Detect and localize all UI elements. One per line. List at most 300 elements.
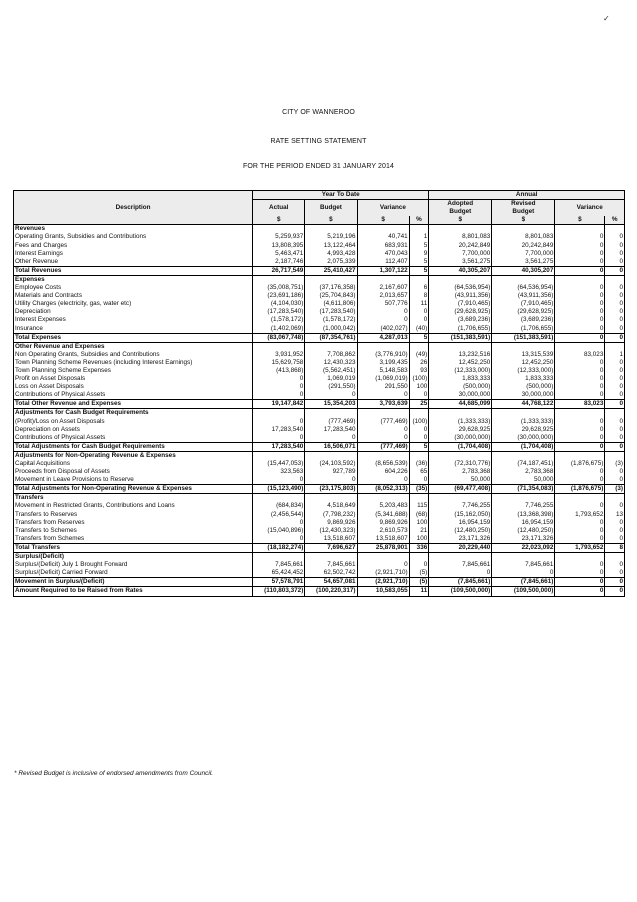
section-row [14, 225, 625, 234]
cell-value: 0 [357, 561, 409, 569]
cell-value: 0 [305, 391, 357, 400]
cell-value: (25,704,843) [305, 292, 357, 300]
cell-value: 0 [555, 383, 605, 391]
cell-value: 0 [555, 375, 605, 383]
cell-value: 8,801,083 [429, 233, 492, 241]
cell-value: (35,008,751) [253, 284, 305, 292]
cell-value: 0 [253, 434, 305, 443]
col-variance: Variance [357, 200, 429, 217]
cell-value: 470,043 [357, 250, 409, 258]
table-row [14, 569, 625, 578]
cell-value: 20,242,849 [492, 242, 555, 250]
table-row [14, 460, 625, 468]
cell-value: 0 [619, 366, 623, 374]
cell-value: 0 [605, 578, 625, 587]
row-label: Revenues [14, 225, 253, 234]
table-row [14, 391, 625, 400]
row-label: Amount Required to be Raised from Rates [14, 587, 253, 596]
cell-value: 0 [357, 316, 409, 324]
cell-value: 3,793,639 [357, 400, 409, 409]
cell-value: 0 [555, 367, 605, 375]
table-row [14, 351, 625, 359]
cell-value: 0 [555, 434, 605, 443]
cell-value: (69,477,408) [429, 485, 492, 494]
cell-value: (151,383,591) [492, 333, 555, 342]
cell-value: (64,536,954) [492, 284, 555, 292]
cell-value: 7,845,661 [253, 561, 305, 569]
cell-value: (684,834) [253, 502, 305, 510]
cell-value: 22,023,092 [492, 543, 555, 552]
cell-value: 0 [555, 391, 605, 400]
row-label: Adjustments for Non-Operating Revenue & Expenses [14, 451, 253, 460]
row-label: Other Revenue and Expenses [14, 342, 253, 351]
unit-variance-annual-pct: % [605, 216, 625, 225]
cell-value: 0 [555, 442, 605, 451]
cell-value: (64,536,954) [429, 284, 492, 292]
cell-value: 13 [615, 510, 623, 518]
cell-value: 3,561,275 [492, 258, 555, 267]
total-row [14, 333, 625, 342]
cell-value: (100) [409, 375, 429, 383]
cell-value: (3,776,910) [357, 351, 409, 359]
unit-budget: $ [305, 216, 357, 225]
cell-value: 0 [555, 266, 605, 275]
cell-value: 8,801,083 [492, 233, 555, 241]
cell-value: 2,783,368 [492, 468, 555, 476]
table-row [14, 476, 625, 485]
cell-value: (1,333,333) [492, 418, 555, 426]
row-label: Surplus/(Deficit) [14, 553, 253, 562]
cell-value: 3,199,435 [357, 359, 409, 367]
cell-value: 0 [555, 250, 605, 258]
cell-value: 0 [619, 241, 623, 249]
cell-value: 17,283,540 [305, 426, 357, 434]
cell-value: 13,232,516 [429, 351, 492, 359]
row-label: Total Adjustments for Cash Budget Requirements [14, 442, 253, 451]
cell-value: 0 [605, 266, 625, 275]
cell-value: (777,469) [357, 442, 409, 451]
cell-value: (1,000,042) [305, 325, 357, 334]
cell-value: 0 [409, 476, 429, 485]
cell-value: (100) [409, 418, 429, 426]
cell-value: (1,876,675) [555, 460, 605, 468]
row-label: Movement in Restricted Grants, Contributions and Loans [14, 502, 253, 510]
section-row [14, 409, 625, 418]
cell-value: 17,283,540 [253, 442, 305, 451]
cell-value: 1,069,019 [305, 375, 357, 383]
cell-value: 0 [619, 425, 623, 433]
cell-value: 291,550 [357, 383, 409, 391]
cell-value: 100 [409, 535, 429, 544]
row-label: Surplus/(Deficit) Carried Forward [14, 569, 253, 578]
cell-value: 0 [409, 308, 429, 316]
table-row [14, 426, 625, 434]
cell-value: 7,708,862 [305, 351, 357, 359]
cell-value: (40) [409, 325, 429, 334]
cell-value: 0 [357, 434, 409, 443]
cell-value: 0 [619, 292, 623, 300]
cell-value: 12,452,250 [429, 359, 492, 367]
cell-value: 112,407 [357, 258, 409, 267]
row-label: Loss on Asset Disposals [14, 383, 253, 391]
cell-value: 0 [409, 316, 429, 324]
rate-setting-table [13, 190, 625, 597]
cell-value: 0 [619, 284, 623, 292]
cell-value: 336 [409, 543, 429, 552]
cell-value: 2,610,573 [357, 527, 409, 535]
cell-value: 50,000 [492, 476, 555, 485]
cell-value: 19,147,842 [253, 400, 305, 409]
cell-value: (36) [409, 460, 429, 468]
org-name: CITY OF WANNEROO [282, 109, 355, 116]
group-annual: Annual [429, 191, 625, 200]
cell-value: 0 [555, 502, 605, 510]
cell-value: 323,563 [253, 468, 305, 476]
cell-value: 23,171,326 [492, 535, 555, 544]
total-row [14, 543, 625, 552]
cell-value: 5 [409, 442, 429, 451]
cell-value: (1,578,172) [305, 316, 357, 324]
cell-value: (12,333,000) [429, 367, 492, 375]
check-mark: ✓ [603, 14, 610, 23]
cell-value: 0 [555, 316, 605, 324]
cell-value: (109,500,000) [429, 587, 492, 596]
cell-value: 16,954,159 [492, 519, 555, 527]
cell-value: 0 [619, 526, 623, 534]
cell-value: 0 [555, 578, 605, 587]
cell-value: 8 [409, 292, 429, 300]
row-label: Movement in Surplus/(Deficit) [14, 578, 253, 587]
cell-value: 5,203,483 [357, 502, 409, 510]
cell-value: 50,000 [429, 476, 492, 485]
row-label: Insurance [14, 325, 253, 334]
row-label: Contributions of Physical Assets [14, 391, 253, 400]
row-label: Total Transfers [14, 543, 253, 552]
cell-value: (2,921,710) [357, 578, 409, 587]
row-label: Expenses [14, 275, 253, 284]
cell-value: 44,685,099 [429, 400, 492, 409]
cell-value: 0 [492, 569, 555, 578]
cell-value: 0 [619, 502, 623, 510]
table-row [14, 375, 625, 383]
revised-label-2: Budget [512, 208, 535, 216]
cell-value: (402,027) [357, 325, 409, 334]
row-label: Movement in Leave Provisions to Reserve [14, 476, 253, 485]
cell-value: (68) [409, 511, 429, 519]
cell-value: 9 [409, 250, 429, 258]
cell-value: (3,689,236) [429, 316, 492, 324]
cell-value: 2,783,368 [429, 468, 492, 476]
cell-value: 3,561,275 [429, 258, 492, 267]
cell-value: 115 [409, 502, 429, 510]
cell-value: 15,354,203 [305, 400, 357, 409]
cell-value: (1,578,172) [253, 316, 305, 324]
row-label: Operating Grants, Subsidies and Contributions [14, 233, 253, 241]
table-row [14, 527, 625, 535]
cell-value: 0 [619, 358, 623, 366]
cell-value: (43,911,356) [429, 292, 492, 300]
cell-value: 0 [619, 476, 623, 484]
total-row [14, 442, 625, 451]
cell-value: (4,611,806) [305, 300, 357, 308]
cell-value: (23,175,803) [305, 485, 357, 494]
cell-value: (24,103,592) [305, 460, 357, 468]
cell-value: 0 [619, 468, 623, 476]
cell-value: 0 [555, 535, 605, 544]
cell-value: 0 [619, 518, 623, 526]
cell-value: 0 [555, 561, 605, 569]
group-year-to-date: Year To Date [253, 191, 429, 200]
cell-value: 1 [409, 233, 429, 241]
row-label: Transfers from Schemes [14, 535, 253, 544]
table-row [14, 325, 625, 334]
cell-value: 5,219,196 [305, 233, 357, 241]
col-budget: Budget [305, 200, 357, 217]
cell-value: (7,845,661) [492, 578, 555, 587]
cell-value: 0 [555, 519, 605, 527]
cell-value: 44,768,122 [492, 400, 555, 409]
cell-value: (5) [409, 569, 429, 578]
cell-value: 29,628,925 [492, 426, 555, 434]
cell-value: (3) [605, 485, 625, 494]
table-row [14, 418, 625, 426]
cell-value: 16,954,159 [429, 519, 492, 527]
cell-value: (7,910,465) [492, 300, 555, 308]
cell-value: 0 [555, 426, 605, 434]
cell-value: 2,075,339 [305, 258, 357, 267]
col-actual: Actual [253, 200, 305, 217]
cell-value: 0 [409, 434, 429, 443]
cell-value: (72,310,776) [429, 460, 492, 468]
cell-value: 0 [555, 292, 605, 300]
cell-value: 0 [619, 300, 623, 308]
cell-value: 11 [409, 587, 429, 596]
row-label: Interest Expenses [14, 316, 253, 324]
cell-value: 927,789 [305, 468, 357, 476]
footnote: * Revised Budget is inclusive of endorsed amendments from Council. [14, 770, 214, 777]
row-label: Transfers to Schemes [14, 527, 253, 535]
cell-value: 7,700,000 [429, 250, 492, 258]
cell-value: (83,067,748) [253, 333, 305, 342]
cell-value: 83,023 [555, 400, 605, 409]
row-label: Total Expenses [14, 333, 253, 342]
cell-value: 0 [555, 300, 605, 308]
unit-revised: $ [492, 216, 555, 225]
cell-value: 0 [253, 375, 305, 383]
cell-value: 0 [555, 587, 605, 596]
cell-value: 0 [555, 284, 605, 292]
cell-value: (15,040,896) [253, 527, 305, 535]
cell-value: 1,793,652 [555, 511, 605, 519]
cell-value: (7,845,661) [429, 578, 492, 587]
cell-value: 21 [409, 527, 429, 535]
cell-value: (1,706,655) [492, 325, 555, 334]
cell-value: 4,287,013 [357, 333, 409, 342]
cell-value: 0 [429, 569, 492, 578]
cell-value: 0 [555, 308, 605, 316]
cell-value: (18,182,274) [253, 543, 305, 552]
table-row [14, 242, 625, 250]
unit-adopted: $ [429, 216, 492, 225]
total-row [14, 485, 625, 494]
table-row [14, 511, 625, 519]
cell-value: (12,333,000) [492, 367, 555, 375]
revised-label-1: Revised [511, 200, 536, 208]
cell-value: 17,283,540 [253, 426, 305, 434]
cell-value: 683,931 [357, 242, 409, 250]
cell-value: 30,000,000 [429, 391, 492, 400]
cell-value: (777,469) [305, 418, 357, 426]
cell-value: (43,911,356) [492, 292, 555, 300]
cell-value: 5 [409, 258, 429, 267]
cell-value: 11 [409, 300, 429, 308]
cell-value: 0 [605, 442, 625, 451]
cell-value: 0 [253, 383, 305, 391]
table-row [14, 308, 625, 316]
cell-value: 0 [619, 561, 623, 569]
cell-value: 0 [619, 249, 623, 257]
table-row [14, 468, 625, 476]
row-label: Surplus/(Deficit) July 1 Brought Forward [14, 561, 253, 569]
row-label: Non Operating Grants, Subsidies and Contributions [14, 351, 253, 359]
cell-value: (8,656,539) [357, 460, 409, 468]
cell-value: 93 [409, 367, 429, 375]
cell-value: 13,518,607 [305, 535, 357, 544]
col-adopted-budget [429, 200, 492, 217]
cell-value: 0 [253, 418, 305, 426]
cell-value: (12,480,250) [492, 527, 555, 535]
cell-value: 1,307,122 [357, 266, 409, 275]
row-label: Total Revenues [14, 266, 253, 275]
period-label: FOR THE PERIOD ENDED 31 JANUARY 2014 [242, 163, 395, 170]
total-row [14, 587, 625, 596]
table-row [14, 292, 625, 300]
cell-value: 0 [305, 476, 357, 485]
cell-value: 0 [619, 534, 623, 542]
cell-value: 12,452,250 [492, 359, 555, 367]
cell-value: 0 [409, 561, 429, 569]
cell-value: (74,187,451) [492, 460, 555, 468]
cell-value: 2,167,607 [357, 284, 409, 292]
cell-value: (1,704,408) [429, 442, 492, 451]
cell-value: 26,717,549 [253, 266, 305, 275]
cell-value: (3,689,236) [492, 316, 555, 324]
cell-value: 40,305,207 [429, 266, 492, 275]
table-row [14, 316, 625, 324]
cell-value: (7,798,232) [305, 511, 357, 519]
row-label: Depreciation [14, 308, 253, 316]
cell-value: (109,500,000) [492, 587, 555, 596]
cell-value: 0 [619, 569, 623, 577]
row-label: Transfers from Reserves [14, 519, 253, 527]
cell-value: (1,706,655) [429, 325, 492, 334]
cell-value: 100 [409, 383, 429, 391]
cell-value: 0 [555, 476, 605, 485]
cell-value: (15,447,053) [253, 460, 305, 468]
cell-value: 25,410,427 [305, 266, 357, 275]
cell-value: (35) [409, 485, 429, 494]
cell-value: 5,259,937 [253, 233, 305, 241]
cell-value: (49) [409, 351, 429, 359]
row-label: Total Adjustments for Non-Operating Revenue & Expenses [14, 485, 253, 494]
cell-value: (5,341,688) [357, 511, 409, 519]
cell-value: (37,176,358) [305, 284, 357, 292]
cell-value: 62,502,742 [305, 569, 357, 578]
table-row [14, 359, 625, 367]
cell-value: (3) [615, 460, 623, 467]
cell-value: (2,921,710) [357, 569, 409, 578]
cell-value: (30,000,000) [429, 434, 492, 443]
cell-value: 0 [409, 391, 429, 400]
cell-value: 5,463,471 [253, 250, 305, 258]
cell-value: 5,148,583 [357, 367, 409, 375]
cell-value: (500,000) [429, 383, 492, 391]
table-row [14, 434, 625, 443]
cell-value: 5 [409, 333, 429, 342]
unit-actual: $ [253, 216, 305, 225]
row-label: Other Revenue [14, 258, 253, 267]
cell-value: 0 [555, 527, 605, 535]
row-label: Contributions of Physical Assets [14, 434, 253, 443]
cell-value: 0 [305, 434, 357, 443]
section-row [14, 275, 625, 284]
cell-value: 20,229,440 [429, 543, 492, 552]
cell-value: 7,845,661 [305, 561, 357, 569]
cell-value: 0 [619, 375, 623, 383]
adopted-label-1: Adopted [447, 200, 474, 208]
cell-value: (100,220,317) [305, 587, 357, 596]
cell-value: 54,657,081 [305, 578, 357, 587]
cell-value: (5,562,451) [305, 367, 357, 375]
cell-value: 100 [409, 519, 429, 527]
cell-value: (151,383,591) [429, 333, 492, 342]
cell-value: (71,354,083) [492, 485, 555, 494]
table-row [14, 367, 625, 375]
cell-value: (15,123,490) [253, 485, 305, 494]
cell-value: 13,518,607 [357, 535, 409, 544]
cell-value: 0 [409, 426, 429, 434]
cell-value: 23,171,326 [429, 535, 492, 544]
cell-value: 65 [409, 468, 429, 476]
cell-value: (1,704,408) [492, 442, 555, 451]
cell-value: 0 [619, 233, 623, 241]
total-row [14, 266, 625, 275]
cell-value: 4,518,649 [305, 502, 357, 510]
cell-value: (17,283,540) [305, 308, 357, 316]
cell-value: (29,628,925) [429, 308, 492, 316]
cell-value: 0 [555, 468, 605, 476]
row-label: Transfers [14, 494, 253, 503]
cell-value: 0 [619, 433, 623, 441]
cell-value: (15,162,050) [429, 511, 492, 519]
cell-value: 0 [555, 242, 605, 250]
col-variance-annual: Variance [555, 200, 625, 217]
table-row [14, 502, 625, 510]
cell-value: 0 [619, 417, 623, 425]
cell-value: 12,430,323 [305, 359, 357, 367]
row-label: Materials and Contracts [14, 292, 253, 300]
cell-value: 4,993,428 [305, 250, 357, 258]
cell-value: 0 [253, 476, 305, 485]
cell-value: 26 [409, 359, 429, 367]
cell-value: 7,746,255 [429, 502, 492, 510]
cell-value: 20,242,849 [429, 242, 492, 250]
cell-value: 1,833,333 [492, 375, 555, 383]
cell-value: 13,808,395 [253, 242, 305, 250]
row-label: Capital Acquisitions [14, 460, 253, 468]
table-row [14, 250, 625, 258]
cell-value: (291,550) [305, 383, 357, 391]
